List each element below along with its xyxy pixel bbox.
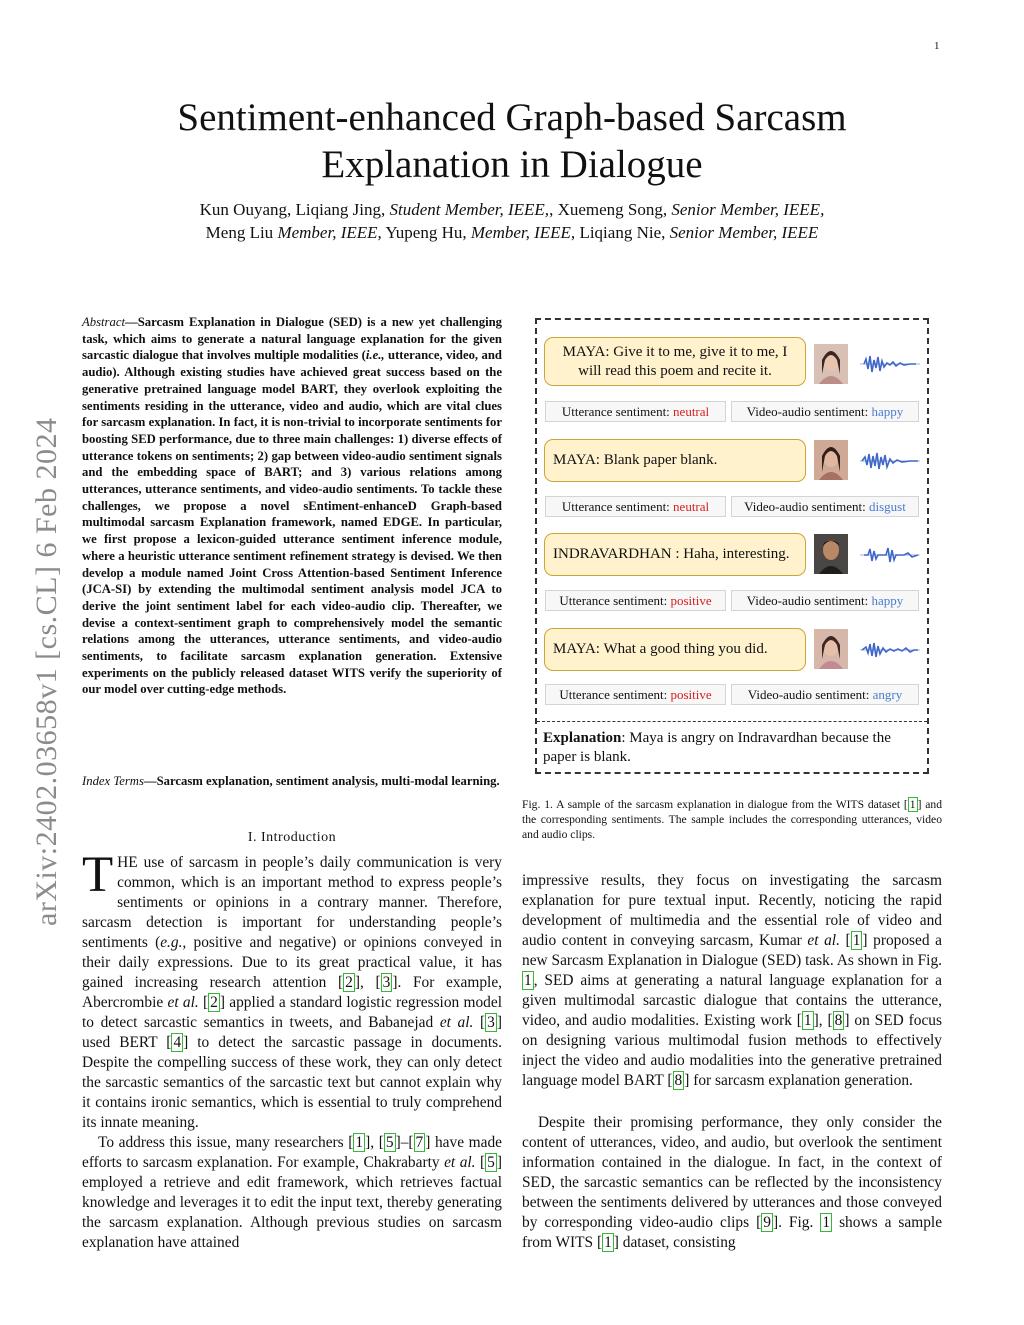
abstract-ie: i.e.,	[365, 348, 385, 363]
citation-link[interactable]: 2	[210, 994, 218, 1011]
arxiv-watermark: arXiv:2402.03658v1 [cs.CL] 6 Feb 2024	[30, 417, 63, 926]
citation-link[interactable]: 1	[355, 1134, 364, 1151]
drop-cap: T	[82, 847, 114, 903]
tag-label: Video-audio sentiment:	[747, 687, 873, 702]
author-text: Meng Liu	[205, 223, 278, 242]
text: et al.	[444, 1154, 476, 1171]
page-number: 1	[934, 40, 940, 52]
text: Despite their promising performance, they only consider the content of utterances, video, and audio, but overlook the sentiment information contained in the dialogue. In fact, in the context of SED, the sarcastic semantics can be reflected by the inconsistency between the sentiments delivered by utterances and those conveyed by corresponding video-audio clips [	[522, 1114, 942, 1231]
text: [	[198, 994, 209, 1011]
utterance-box: MAYA: Give it to me, give it to me, I will read this poem and recite it.	[544, 337, 806, 386]
section-heading: I. Introduction	[247, 830, 337, 845]
citation-link[interactable]: 3	[382, 974, 391, 991]
citation-link[interactable]: 4	[173, 1034, 182, 1051]
text: impressive results, they focus on investigating the sarcasm explanation for pure textual input. Recently, noticing the rapid development of multimedia and the essential role of video and audio content in conveying sarcasm, Kumar	[522, 872, 942, 949]
utterance-sentiment-tag	[545, 590, 726, 611]
abstract-text: —Sarcasm Explanation in Dialogue (SED) is a new yet challenging task, which aims to generate a natural language explanation for the given sarcastic dialogue that involves multiple modalities (	[82, 315, 502, 363]
author-affiliation: Member, IEEE,	[277, 223, 382, 242]
citation-link[interactable]: 2	[345, 974, 353, 991]
text: positive and negative) or opinions conveyed in their daily expressions. Due to its great practical value, it has gained increasing research attention [	[82, 934, 502, 991]
author-affiliation: Senior Member, IEEE	[669, 223, 819, 242]
figure-caption	[522, 797, 942, 842]
audio-waveform-icon	[860, 448, 920, 474]
video-frame-thumbnail	[814, 629, 848, 669]
author-text: Yupeng Hu,	[381, 223, 471, 242]
text: et al.	[167, 994, 199, 1011]
text: [	[475, 1154, 486, 1171]
tag-value: neutral	[673, 404, 710, 419]
author-list	[100, 198, 924, 244]
tag-value: neutral	[673, 499, 710, 514]
author-affiliation: Member, IEEE,	[470, 223, 576, 242]
text: ], [	[365, 1134, 384, 1151]
text: , SED aims at generating a natural language explanation for a given multimodal sarcastic dialogue that contains the utterance, video, and audio modalities. Existing work [	[522, 972, 942, 1029]
text: ], [	[354, 974, 381, 991]
text: ]–[	[395, 1134, 414, 1151]
utterance-box: INDRAVARDHAN : Haha, interesting.	[544, 533, 806, 576]
citation-link[interactable]: 1	[909, 798, 916, 811]
author-affiliation: Student Member, IEEE,	[389, 200, 550, 219]
audio-waveform-icon	[860, 542, 920, 568]
text: To address this issue, many researchers [	[98, 1134, 354, 1151]
tag-label: Utterance sentiment:	[561, 499, 674, 514]
text: et al.	[807, 932, 840, 949]
citation-link[interactable]: 9	[763, 1214, 771, 1231]
video-audio-sentiment-tag	[731, 496, 919, 517]
author-text: , Xuemeng Song,	[549, 200, 672, 219]
text: ]. Fig.	[772, 1214, 821, 1231]
author-text: Liqiang Nie,	[575, 223, 670, 242]
intro-paragraph-2	[82, 1133, 502, 1253]
citation-link[interactable]: 5	[487, 1154, 495, 1171]
author-line-2	[100, 221, 924, 244]
citation-link[interactable]: 8	[674, 1072, 683, 1089]
text: et al.	[439, 1014, 474, 1031]
abstract	[82, 314, 502, 698]
audio-waveform-icon	[860, 351, 920, 377]
tag-value: happy	[871, 404, 904, 419]
video-frame-thumbnail	[814, 534, 848, 574]
text: ] used BERT [	[82, 1014, 502, 1051]
citation-link[interactable]: 7	[415, 1134, 424, 1151]
right-paragraph-2	[522, 1113, 942, 1253]
text: ]. For example, Abercrombie	[82, 974, 503, 1011]
abstract-label: Abstract	[82, 315, 125, 329]
intro-paragraph-1	[82, 847, 503, 1133]
video-audio-sentiment-tag	[731, 684, 919, 705]
tag-value: happy	[871, 593, 904, 608]
text: Fig. 1. A sample of the sarcasm explanation in dialogue from the WITS dataset [	[522, 798, 908, 811]
abstract-text: utterance, video, and audio). Although existing studies have achieved great success based on the generative pretrained language model BART, they overlook exploiting the sentiments residing in the utterance, video and audio, which are vital clues for sarcasm explanation. In fact, it is non-trivial to incorporate sentiments for boosting SED performance, due to three main challenges: 1) diverse effects of utterance tokens on sentiments; 2) gap between video-audio sentiment signals and the embedding space of BART; and 3) various relations among utterances, utterance sentiments, and video-audio sentiments. To tackle these challenges, we propose a novel sEntiment-enhanceD Graph-based multimodal sarcasm Explanation framework, named EDGE. In particular, we first propose a lexicon-guided utterance sentiment inference module, where a heuristic utterance sentiment refinement strategy is devised. We then develop a module named Joint Cross Attention-based Sentiment Inference (JCA-SI) by extending the multimodal sentiment analysis model JCA to derive the joint sentiment label for each video-audio clip. Thereafter, we devise a context-sentiment graph to comprehensively model the semantic relations among the utterances, utterance sentiments, and video-audio sentiments, to facilitate sarcasm explanation generation. Extensive experiments on the publicly released dataset WITS verify the superiority of our model over cutting-edge methods.	[82, 348, 502, 697]
author-affiliation: Senior Member, IEEE,	[671, 200, 825, 219]
tag-value: positive	[670, 687, 712, 702]
text: ] dataset, consisting	[613, 1234, 736, 1251]
author-line-1	[100, 198, 924, 221]
figure-link[interactable]: 1	[524, 972, 532, 989]
index-terms-label: Index Terms	[82, 774, 144, 788]
citation-link[interactable]: 8	[834, 1012, 843, 1029]
tag-label: Utterance sentiment:	[561, 404, 674, 419]
figure-divider	[537, 721, 927, 722]
text: ] to detect the sarcastic passage in documents. Despite the compelling success of these work, they can only detect the sarcastic semantics of the sarcastic text but cannot explain why it contains ironic semantics, which is essential to truly comprehend its innate meaning.	[82, 1034, 502, 1131]
utterance-box: MAYA: What a good thing you did.	[544, 628, 806, 671]
audio-waveform-icon	[860, 637, 920, 663]
explanation-text	[543, 729, 919, 767]
text: ] on SED focus on designing various multimodal fusion methods to effectively inject the video and audio modalities into the generative pretrained language model BART [	[522, 1012, 942, 1089]
tag-label: Video-audio sentiment:	[746, 593, 872, 608]
video-audio-sentiment-tag	[731, 590, 919, 611]
text: ], [	[813, 1012, 833, 1029]
text: ] and the corresponding sentiments. The sample includes the corresponding utterances, video and audio clips.	[522, 798, 942, 841]
text: shows a sample from WITS [	[522, 1214, 943, 1251]
tag-label: Utterance sentiment:	[559, 687, 671, 702]
video-frame-thumbnail	[814, 440, 848, 480]
tag-value: angry	[872, 687, 903, 702]
citation-link[interactable]: 5	[385, 1134, 394, 1151]
text: ] for sarcasm explanation generation.	[684, 1072, 913, 1089]
utterance-sentiment-tag	[545, 496, 726, 517]
author-text: Kun Ouyang, Liqiang Jing,	[199, 200, 390, 219]
text: HE use of sarcasm in people’s daily communication is very common, which is an important method to express people’s sentiments or opinions in a contrary manner. Therefore, sarcasm detection is important for understanding people’s sentiments (	[82, 854, 502, 951]
citation-link[interactable]: 1	[604, 1234, 612, 1251]
text: [	[473, 1014, 486, 1031]
text: e.g.,	[160, 934, 187, 951]
tag-value: positive	[670, 593, 712, 608]
video-frame-thumbnail	[814, 344, 848, 384]
explanation-label: Explanation	[543, 730, 622, 746]
utterance-box: MAYA: Blank paper blank.	[544, 439, 806, 482]
citation-link[interactable]: 3	[487, 1014, 495, 1031]
index-terms	[82, 773, 502, 790]
right-paragraph-1	[522, 871, 942, 1091]
text: [	[839, 932, 851, 949]
text: ] employed a retrieve and edit framework, which retrieves factual knowledge and leverages it to edit the input text, thereby generating the sarcasm explanation. Although previous studies on sarcasm explanation have attained	[82, 1154, 502, 1251]
tag-label: Utterance sentiment:	[559, 593, 671, 608]
citation-link[interactable]: 1	[803, 1012, 812, 1029]
tag-label: Video-audio sentiment:	[744, 499, 869, 514]
tag-label: Video-audio sentiment:	[746, 404, 872, 419]
text: ] proposed a new Sarcasm Explanation in Dialogue (SED) task. As shown in Fig.	[522, 932, 942, 969]
tag-value: disgust	[869, 499, 906, 514]
text: ] have made efforts to sarcasm explanation. For example, Chakrabarty	[82, 1134, 503, 1171]
paper-title: Sentiment-enhanced Graph-based Sarcasm Explanation in Dialogue	[177, 96, 847, 186]
utterance-sentiment-tag	[545, 684, 726, 705]
utterance-sentiment-tag	[545, 401, 726, 422]
index-terms-text: —Sarcasm explanation, sentiment analysis, multi-modal learning.	[143, 774, 500, 788]
text: ] applied a standard logistic regression model to detect sarcastic semantics in tweets, and Babanejad	[82, 994, 502, 1031]
explanation-body: : Maya is angry on Indravardhan because the paper is blank.	[543, 730, 891, 765]
citation-link[interactable]: 1	[852, 932, 861, 949]
video-audio-sentiment-tag	[731, 401, 919, 422]
figure-link[interactable]: 1	[822, 1214, 831, 1231]
